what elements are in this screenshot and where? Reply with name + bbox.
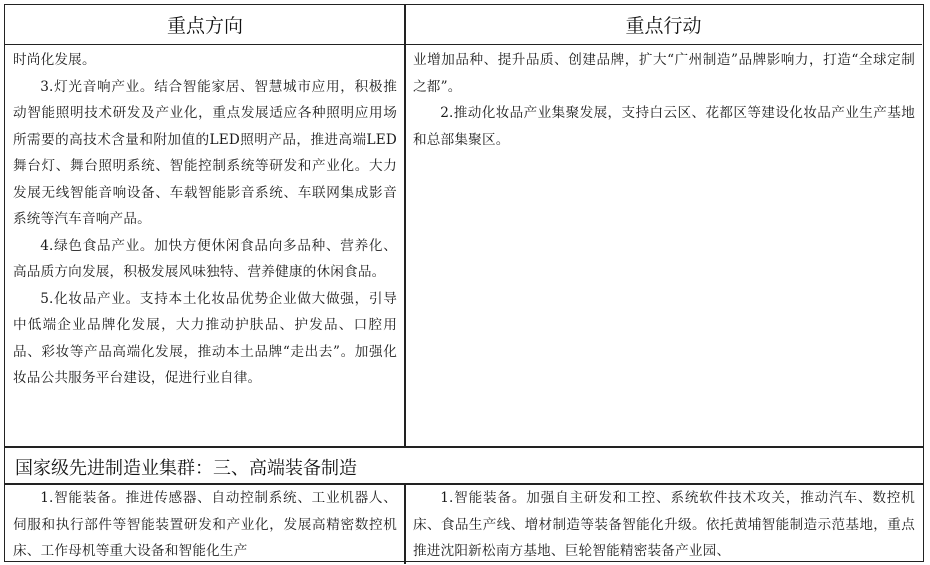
right-column [413, 47, 915, 153]
bottom-left-text [13, 485, 397, 565]
right-para-0: 业增加品种、提升品质、创建品牌，扩大“广州制造”品牌影响力，打造“全球定制之都”。 [413, 52, 915, 95]
left-para-0: 时尚化发展。 [13, 52, 96, 68]
bottom-right-text [413, 485, 915, 565]
header-right: 重点行动 [405, 5, 922, 45]
section-title: 国家级先进制造业集群：三、高端装备制造 [15, 457, 357, 479]
column-divider-top [404, 5, 406, 448]
column-divider-bottom [404, 484, 406, 564]
bottom-left-para: 1.智能装备。推进传感器、自动控制系统、工业机器人、伺服和执行部件等智能装置研发和产业化，发展高精密数控机床、工作母机等重大设备和智能化生产 [13, 490, 397, 559]
left-para-3: 5.化妆品产业。支持本土化妆品优势企业做大做强，引导中低端企业品牌化发展，大力推动护肤品、护发品、口腔用品、彩妆等产品高端化发展，推动本土品牌“走出去”。加强化妆品公共服务平台建设，促进行业自律。 [13, 290, 397, 386]
right-para-1: 2.推动化妆品产业集聚发展，支持白云区、花都区等建设化妆品产业生产基地和总部集聚区。 [413, 105, 915, 148]
left-para-2: 4.绿色食品产业。加快方便休闲食品向多品种、营养化、高品质方向发展，积极发展风味独特、营养健康的休闲食品。 [13, 237, 397, 280]
left-para-1: 3.灯光音响产业。结合智能家居、智慧城市应用，积极推动智能照明技术研发及产业化，重点发展适应各种照明应用场所需要的高技术含量和附加值的LED照明产品，推进高端LED舞台灯、舞台照明系统、智能控制系统等研发和产业化。大力发展无线智能音响设备、车载智能影音系统、车联网集成影音系统等汽车音响产品。 [13, 78, 397, 227]
left-column [13, 47, 397, 392]
bottom-right-para: 1.智能装备。加强自主研发和工控、系统软件技术攻关，推动汽车、数控机床、食品生产线、增材制造等装备智能化升级。依托黄埔智能制造示范基地，重点推进沈阳新松南方基地、巨轮智能精密装备产业园、 [413, 490, 915, 559]
content-table [4, 4, 924, 562]
header-left: 重点方向 [5, 5, 405, 45]
